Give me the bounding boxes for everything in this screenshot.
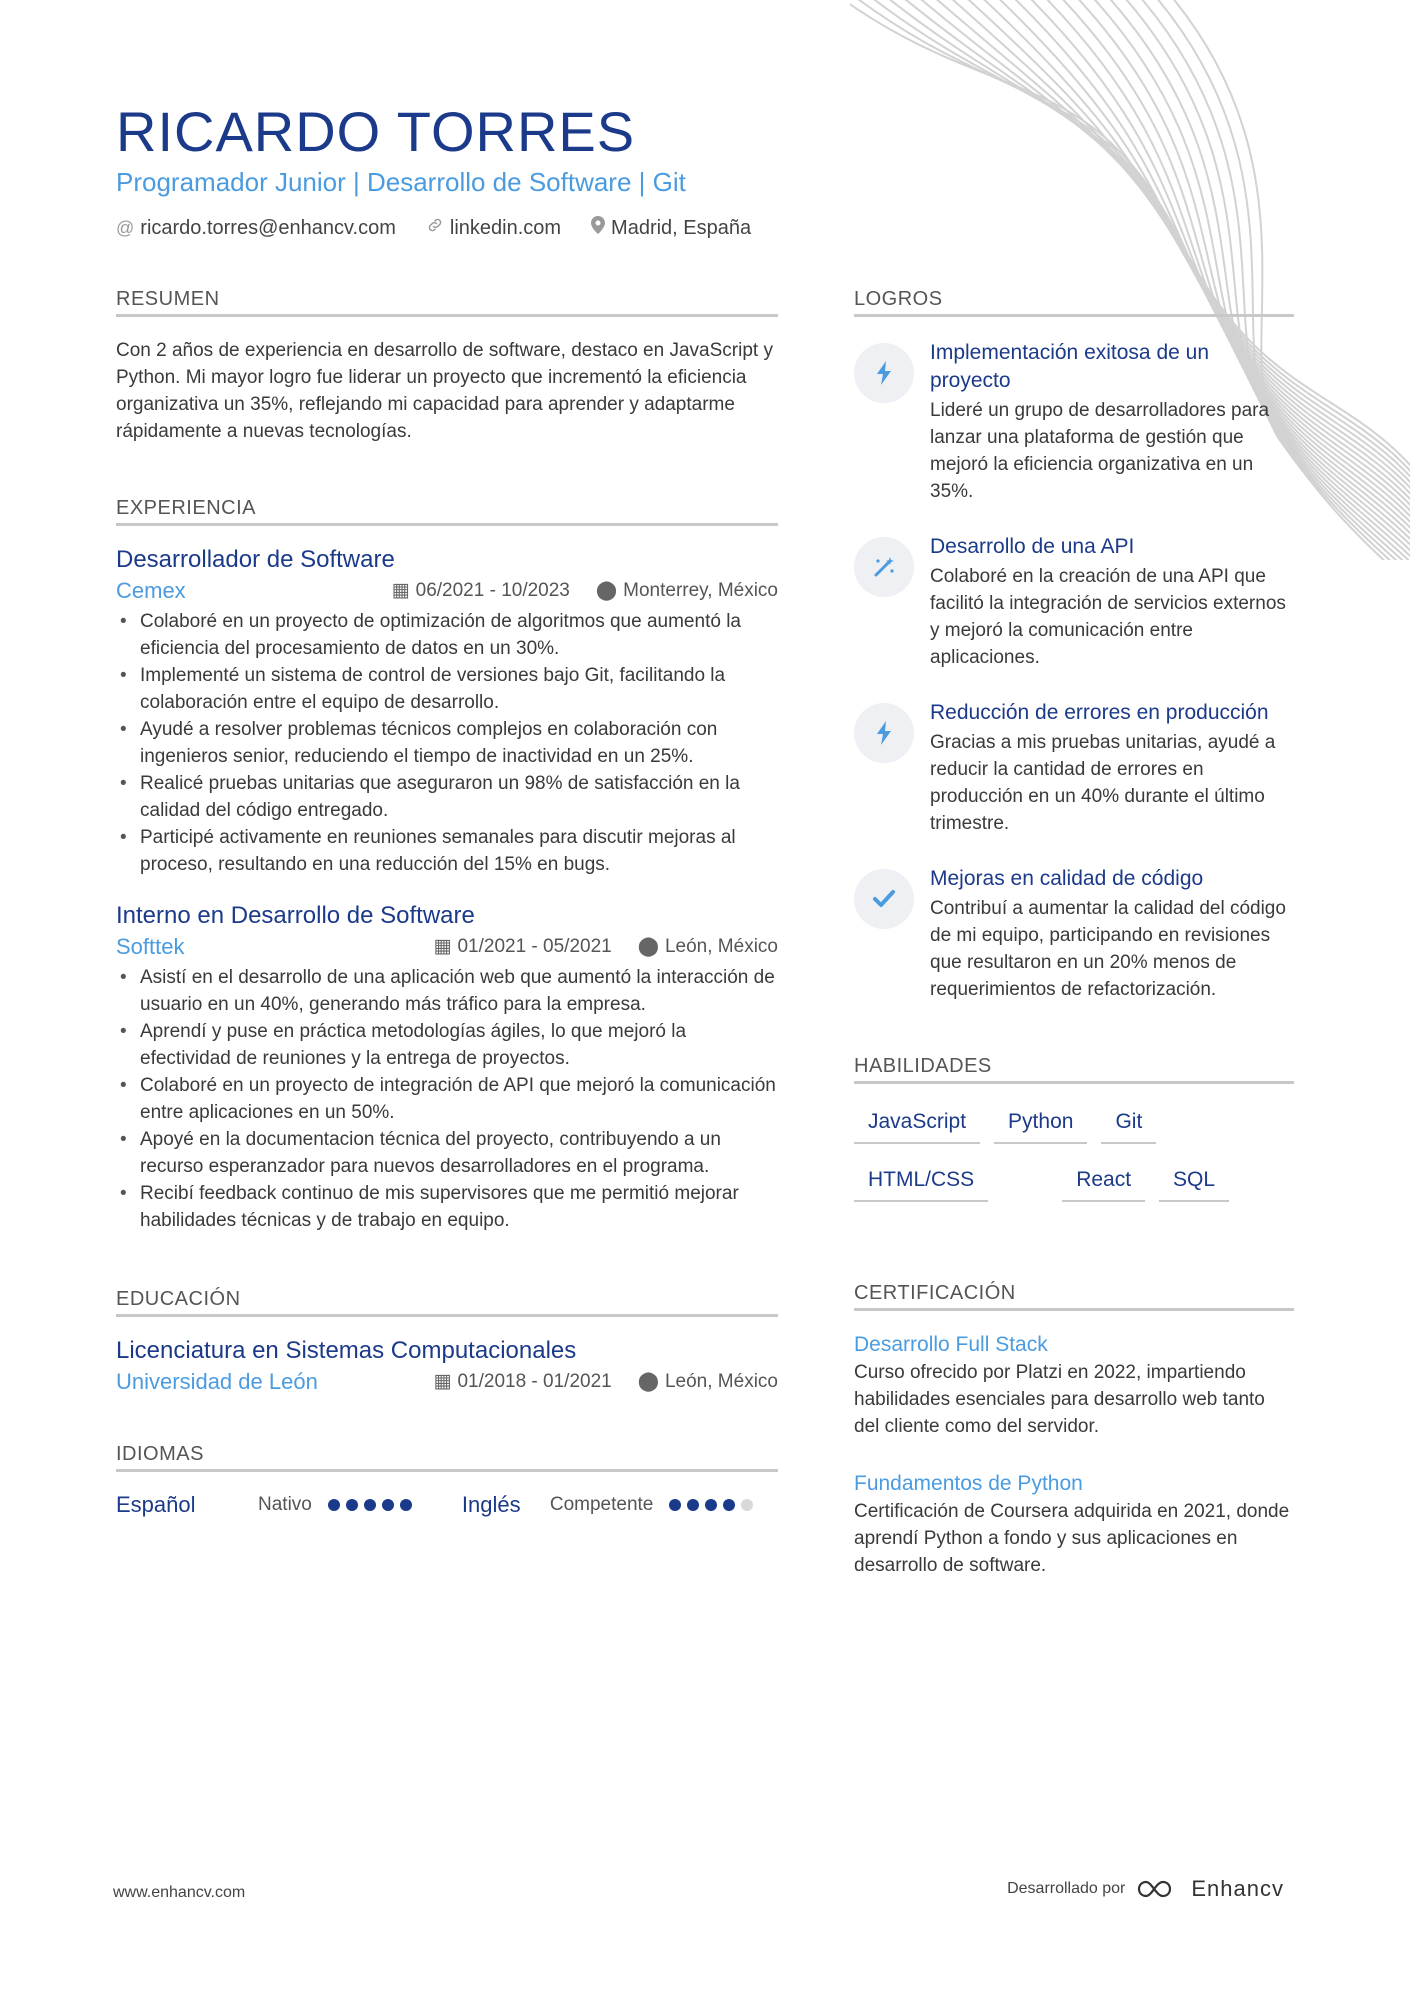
magic-wand-icon <box>854 537 914 597</box>
lightning-icon <box>854 343 914 403</box>
list-item: • Participé activamente en reuniones semanales para discutir mejoras al proceso, resultando en una reducción del 15% en bugs. <box>116 824 778 878</box>
certification-item <box>854 1331 1294 1440</box>
calendar-icon: ▦ <box>433 1371 452 1392</box>
skills-list <box>854 1100 1294 1202</box>
list-item: • Colaboré en un proyecto de optimización de algoritmos que aumentó la eficiencia del procesamiento de datos en un 30%. <box>116 608 778 662</box>
achievement-desc: Contribuí a aumentar la calidad del código de mi equipo, participando en revisiones que resultaron en un 20% menos de requerimientos de refactorización. <box>930 898 1286 1000</box>
skill-tag: React <box>1062 1158 1145 1202</box>
language-level: Nativo <box>258 1494 312 1515</box>
achievement-item <box>854 339 1294 505</box>
skill-tag: SQL <box>1159 1158 1229 1202</box>
section-title-summary: RESUMEN <box>116 286 778 317</box>
certification-item <box>854 1470 1294 1579</box>
rating-dot-filled <box>328 1499 340 1511</box>
achievement-title: Implementación exitosa de un proyecto <box>930 341 1209 392</box>
section-title-languages: IDIOMAS <box>116 1441 778 1472</box>
enhancv-logo-icon <box>1135 1877 1181 1901</box>
achievement-desc: Gracias a mis pruebas unitarias, ayudé a reducir la cantidad de errores en producción en un 40% durante el último trimestre. <box>930 732 1276 834</box>
section-title-education: EDUCACIÓN <box>116 1286 778 1317</box>
list-item: • Apoyé en la documentacion técnica del proyecto, contribuyendo a un recurso esperanzador para nuevos desarrolladores en el programa. <box>116 1126 778 1180</box>
education-item <box>116 1335 778 1397</box>
list-item: • Implementé un sistema de control de versiones bajo Git, facilitando la colaboración entre el equipo de desarrollo. <box>116 662 778 716</box>
contact-location <box>591 214 751 242</box>
experience-item <box>116 900 778 1234</box>
job-location: León, México <box>664 936 778 957</box>
experience-item <box>116 544 778 878</box>
skill-tag: Python <box>994 1100 1087 1144</box>
certification-desc: Certificación de Coursera adquirida en 2021, donde aprendí Python a fondo y sus aplicaciones en desarrollo de software. <box>854 1501 1290 1576</box>
achievement-title: Reducción de errores en producción <box>930 701 1269 724</box>
list-item: • Realicé pruebas unitarias que aseguraron un 98% de satisfacción en la calidad del código entregado. <box>116 770 778 824</box>
education-location: León, México <box>664 1371 778 1392</box>
link-icon <box>426 214 444 242</box>
footer-brand[interactable] <box>1007 1876 1284 1902</box>
email-text: ricardo.torres@enhancv.com <box>140 217 396 239</box>
degree-name: Licenciatura en Sistemas Computacionales <box>116 1337 577 1364</box>
certification-title: Fundamentos de Python <box>854 1472 1083 1495</box>
language-name: Inglés <box>461 1492 521 1517</box>
summary-text: Con 2 años de experiencia en desarrollo de software, destaco en JavaScript y Python. Mi mayor logro fue liderar un proyecto que incrementó la eficiencia organizativa un 35%, reflejando mi capacidad para aprender y adaptarme rápidamente a nuevas tecnologías. <box>116 340 773 442</box>
rating-dot-filled <box>364 1499 376 1511</box>
section-title-skills: HABILIDADES <box>854 1053 1294 1084</box>
skill-tag: HTML/CSS <box>854 1158 988 1202</box>
list-item: • Recibí feedback continuo de mis supervisores que me permitió mejorar habilidades técnicas y de trabajo en equipo. <box>116 1180 778 1234</box>
languages-row <box>116 1490 778 1520</box>
education-dates: 01/2018 - 01/2021 <box>457 1371 612 1392</box>
location-pin-icon: ⬤ <box>595 580 618 601</box>
job-location: Monterrey, México <box>623 580 778 601</box>
achievement-title: Mejoras en calidad de código <box>930 867 1204 890</box>
language-name: Español <box>116 1492 196 1517</box>
brand-name: Enhancv <box>1191 1876 1284 1901</box>
right-column <box>854 286 1294 1579</box>
achievement-title: Desarrollo de una API <box>930 535 1135 558</box>
list-item: • Aprendí y puse en práctica metodologías ágiles, lo que mejoró la efectividad de reuniones y la entrega de proyectos. <box>116 1018 778 1072</box>
list-item: • Ayudé a resolver problemas técnicos complejos en colaboración con ingenieros senior, reduciendo el tiempo de inactividad en un 25%. <box>116 716 778 770</box>
job-bullets <box>116 964 778 1234</box>
candidate-title: Programador Junior | Desarrollo de Software | Git <box>116 167 686 197</box>
rating-dot-filled <box>400 1499 412 1511</box>
calendar-icon: ▦ <box>391 580 410 601</box>
rating-dot-filled <box>687 1499 699 1511</box>
powered-by-label: Desarrollado por <box>1007 1880 1126 1897</box>
achievement-item <box>854 699 1294 837</box>
skill-tag: JavaScript <box>854 1100 980 1144</box>
section-title-experience: EXPERIENCIA <box>116 495 778 526</box>
achievement-desc: Lideré un grupo de desarrolladores para lanzar una plataforma de gestión que mejoró la eficiencia organizativa en un 35%. <box>930 400 1270 502</box>
job-role: Interno en Desarrollo de Software <box>116 902 475 929</box>
certification-title: Desarrollo Full Stack <box>854 1333 1048 1356</box>
at-icon: @ <box>116 218 135 238</box>
language-rating <box>328 1499 412 1511</box>
list-item: • Colaboré en un proyecto de integración de API que mejoró la comunicación entre aplicaciones en un 50%. <box>116 1072 778 1126</box>
job-bullets <box>116 608 778 878</box>
language-rating <box>669 1499 753 1511</box>
section-title-certifications: CERTIFICACIÓN <box>854 1280 1294 1311</box>
lightning-icon <box>854 703 914 763</box>
language-level: Competente <box>549 1494 654 1515</box>
rating-dot-filled <box>705 1499 717 1511</box>
rating-dot-filled <box>669 1499 681 1511</box>
contact-linkedin[interactable] <box>426 214 561 242</box>
list-item: • Asistí en el desarrollo de una aplicación web que aumentó la interacción de usuario en un 40%, generando más tráfico para la empresa. <box>116 964 778 1018</box>
skill-tag: Git <box>1101 1100 1156 1144</box>
contact-row <box>116 214 751 242</box>
rating-dot-filled <box>723 1499 735 1511</box>
school-name: Universidad de León <box>116 1369 318 1394</box>
location-pin-icon: ⬤ <box>637 936 659 957</box>
company-name: Softtek <box>116 934 185 959</box>
job-dates: 06/2021 - 10/2023 <box>415 580 570 601</box>
calendar-icon: ▦ <box>433 936 452 957</box>
left-column <box>116 286 778 1520</box>
section-title-achievements: LOGROS <box>854 286 1294 317</box>
rating-dot-filled <box>382 1499 394 1511</box>
rating-dot-empty <box>741 1499 753 1511</box>
certification-desc: Curso ofrecido por Platzi en 2022, impartiendo habilidades esenciales para desarrollo web tanto del cliente como del servidor. <box>854 1362 1265 1437</box>
linkedin-text: linkedin.com <box>449 217 562 239</box>
company-name: Cemex <box>116 578 186 603</box>
footer-website[interactable]: www.enhancv.com <box>113 1884 246 1901</box>
job-dates: 01/2021 - 05/2021 <box>457 936 612 957</box>
rating-dot-filled <box>346 1499 358 1511</box>
achievement-item <box>854 533 1294 671</box>
location-text: Madrid, España <box>611 217 752 239</box>
achievement-item <box>854 865 1294 1003</box>
contact-email[interactable] <box>116 214 396 242</box>
check-icon <box>854 869 914 929</box>
job-role: Desarrollador de Software <box>116 546 395 573</box>
location-pin-icon: ⬤ <box>637 1371 659 1392</box>
candidate-name: RICARDO TORRES <box>116 100 636 163</box>
location-pin-icon <box>591 214 605 242</box>
achievement-desc: Colaboré en la creación de una API que facilitó la integración de servicios externos y mejoró la comunicación entre aplicaciones. <box>930 566 1286 668</box>
